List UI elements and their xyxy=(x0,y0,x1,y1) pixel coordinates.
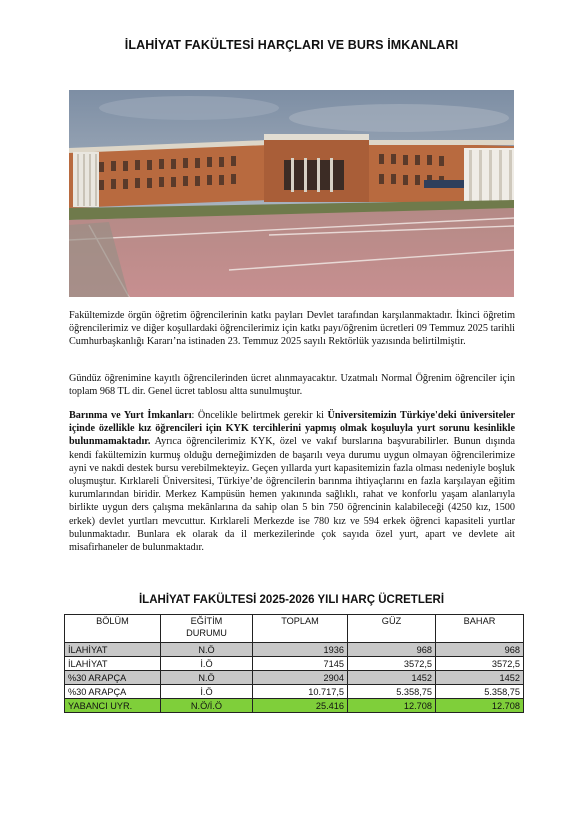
housing-paragraph xyxy=(69,409,515,554)
housing-text-b: Ayrıca öğrencilerimiz KYK, özel ve vakıf burslarına başvurabilirler. Bunun dışında kendi fakültemizin kurmuş olduğu derneğimizden de başarılı veya durumu uygun olmayan öğrencilerimize ayni ve nakdi destek bursu verebilmekteyiz. Geçen yıllarda yurt kapasitemizin fazla olması nedeniyle boşluk oluşmuştur. Kırklareli Üniversitesi, Türkiye’de öğrencilerin barınma ihtiyaçlarını en fazla karşılayan eğitim kurumlarından biridir. Merkez Kampüsün hemen yakınında sağlıklı, rahat ve konforlu yaşam alanlarıyla birlikte uygun ders çalışma mekânlarına da sahip olan 5 bin 750 öğrencinin kalabileceği (4250 kız, 1500 erkek) devlet yurtları mevcuttur. Kırklareli Merkezde ise 780 kız ve 594 erkek öğrenci kapasiteli yurtlar bulunmaktadır. Bunlara ek olarak da il merkezilerinde çok sayıda özel yurt, apart ve devlete ait misafirhaneler de bulunmaktadır. xyxy=(69,436,515,554)
cell-bahar: 1452 xyxy=(436,671,524,685)
cell-egitim-durumu: N.Ö xyxy=(161,671,253,685)
fee-table-title: İLAHİYAT FAKÜLTESİ 2025-2026 YILI HARÇ ÜCRETLERİ xyxy=(138,594,445,606)
cell-toplam: 25.416 xyxy=(253,699,348,713)
cell-egitim-durumu: İ.Ö xyxy=(161,685,253,699)
table-row xyxy=(65,643,524,657)
header-bolum: BÖLÜM xyxy=(65,615,161,643)
faculty-building-photo xyxy=(69,90,514,297)
header-toplam: TOPLAM xyxy=(253,615,348,643)
cell-egitim-durumu: N.Ö xyxy=(161,643,253,657)
cell-guz: 3572,5 xyxy=(348,657,436,671)
page-title: İLAHİYAT FAKÜLTESİ HARÇLARI VE BURS İMKANLARI xyxy=(124,38,459,52)
cell-bolum: İLAHİYAT xyxy=(65,657,161,671)
table-row xyxy=(65,699,524,713)
fee-info-paragraph: Gündüz öğrenimine kayıtlı öğrencilerinden ücret alınmayacaktır. Uzatmalı Normal Öğrenim öğrenciler için toplam 968 TL dir. Genel ücret tablosu altta sunulmuştur. xyxy=(69,373,515,398)
cell-bolum: %30 ARAPÇA xyxy=(65,671,161,685)
intro-paragraph: Fakültemizde örgün öğretim öğrencilerinin katkı payları Devlet tarafından karşılanmaktadır. İkinci öğretim öğrencilerimiz ve diğer koşullardaki öğrencilerimiz için katkı payı/öğrenim ücretleri 09 Temmuz 2025 tarihli Cumhurbaşkanlığı Kararı’na istinaden 23. Temmuz 2025 sayılı Rektörlük yazısında belirtilmiştir. xyxy=(69,310,515,348)
cell-toplam: 10.717,5 xyxy=(253,685,348,699)
cell-guz: 968 xyxy=(348,643,436,657)
header-egitim-durumu: EĞİTİM DURUMU xyxy=(161,615,253,643)
cell-bahar: 3572,5 xyxy=(436,657,524,671)
cell-bahar: 5.358,75 xyxy=(436,685,524,699)
housing-heading: Barınma ve Yurt İmkanları xyxy=(69,410,192,421)
cell-toplam: 7145 xyxy=(253,657,348,671)
fee-table xyxy=(64,614,524,713)
cell-egitim-durumu: İ.Ö xyxy=(161,657,253,671)
cell-guz: 1452 xyxy=(348,671,436,685)
cell-bahar: 12.708 xyxy=(436,699,524,713)
cell-toplam: 1936 xyxy=(253,643,348,657)
cell-guz: 5.358,75 xyxy=(348,685,436,699)
cell-toplam: 2904 xyxy=(253,671,348,685)
header-guz: GÜZ xyxy=(348,615,436,643)
cell-bahar: 968 xyxy=(436,643,524,657)
cell-egitim-durumu: N.Ö/İ.Ö xyxy=(161,699,253,713)
housing-highlight: Üniversitemizin Türkiye'deki üniversiteler içinde özellikle kız öğrencileri için KYK tercihlerini yapmış olmak koşuluyla yurt sorunu kesinlikle bulunmamaktadır. xyxy=(69,410,515,448)
cell-guz: 12.708 xyxy=(348,699,436,713)
cell-bolum: %30 ARAPÇA xyxy=(65,685,161,699)
header-bahar: BAHAR xyxy=(436,615,524,643)
table-row xyxy=(65,657,524,671)
table-row xyxy=(65,671,524,685)
table-row xyxy=(65,685,524,699)
cell-bolum: YABANCI UYR. xyxy=(65,699,161,713)
fee-table-header-row xyxy=(65,615,524,643)
housing-text-a: : Öncelikle belirtmek gerekir ki xyxy=(191,410,328,421)
cell-bolum: İLAHİYAT xyxy=(65,643,161,657)
